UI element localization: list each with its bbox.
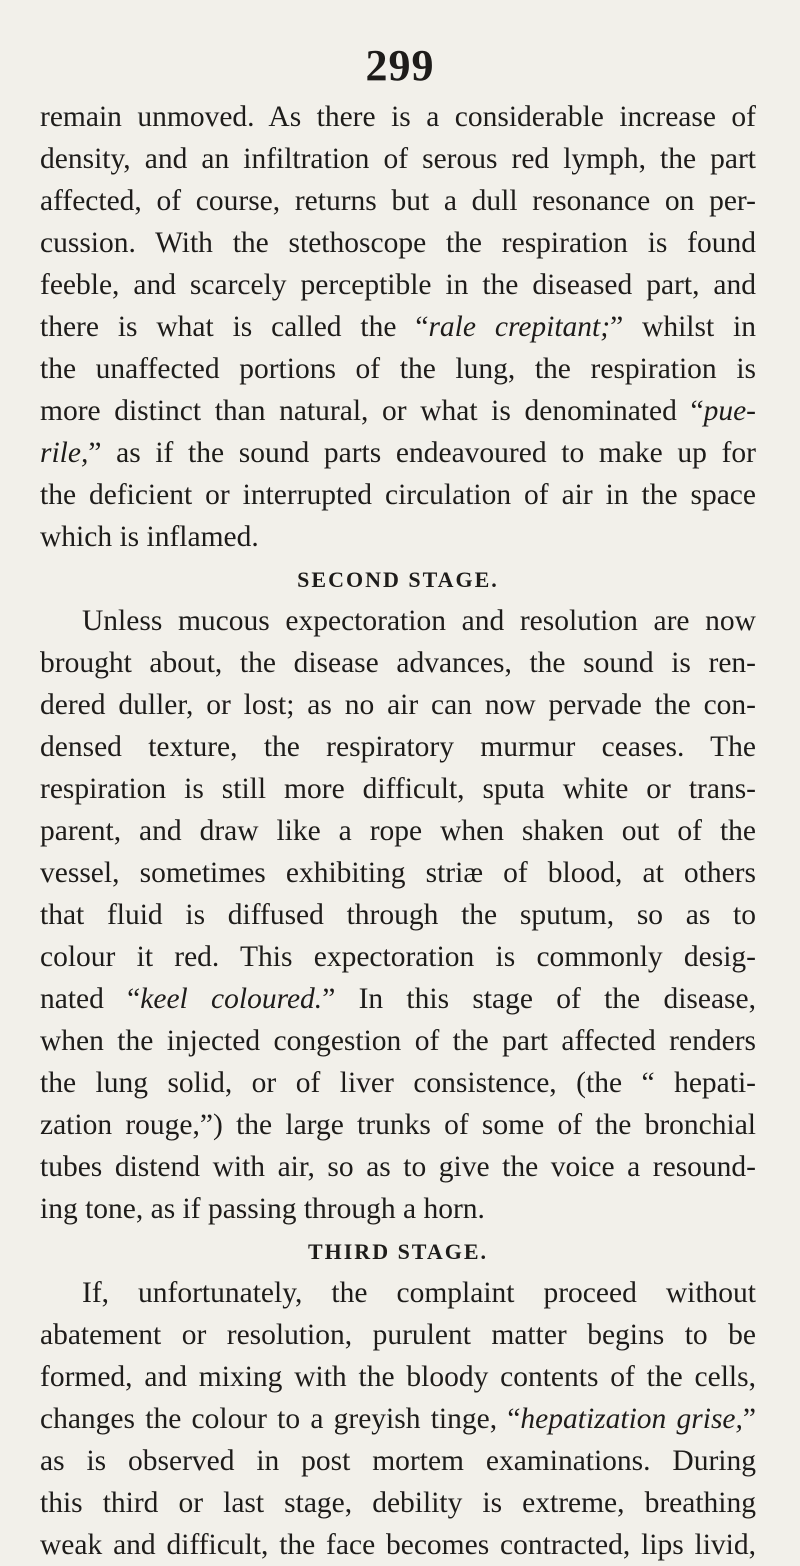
italic-term: keel coloured. [140, 983, 323, 1015]
text-run: ” whilst in [610, 311, 756, 343]
heading-second-stage: SECOND STAGE. [297, 567, 499, 592]
body-text [40, 96, 756, 1566]
paragraph-second-stage [40, 600, 756, 1230]
text-line: ing tone, as if passing through a horn. [40, 1193, 485, 1225]
text-line: tubes distend with air, so as to give the voice a resound- [40, 1151, 756, 1183]
text-line: that fluid is diffused through the sputum, so as to [40, 899, 756, 931]
text-line: remain unmoved. As there is a considerable increase of [40, 101, 756, 133]
italic-term: pue- [703, 395, 756, 427]
text-line: as is observed in post mortem examinations. During [40, 1445, 756, 1477]
text-line: feeble, and scarcely perceptible in the diseased part, and [40, 269, 756, 301]
text-line: affected, of course, returns but a dull resonance on per- [40, 185, 756, 217]
text-line: parent, and draw like a rope when shaken out of the [40, 815, 756, 847]
text-run: ” as if the sound parts endeavoured to make up for [88, 437, 756, 469]
text-line: when the injected congestion of the part affected renders [40, 1025, 756, 1057]
text-line: the deficient or interrupted circulation of air in the space [40, 479, 756, 511]
text-line: which is inflamed. [40, 521, 259, 553]
text-run: nated “ [40, 983, 141, 1015]
text-line: dered duller, or lost; as no air can now pervade the con- [40, 689, 756, 721]
italic-term: rile, [40, 437, 89, 469]
italic-term: hepatization grise, [520, 1403, 743, 1435]
paragraph-third-stage [40, 1272, 756, 1566]
text-line [40, 306, 756, 348]
text-line: the unaffected portions of the lung, the respiration is [40, 353, 756, 385]
text-line: vessel, sometimes exhibiting striæ of blood, at others [40, 857, 756, 889]
text-run: ” [742, 1403, 756, 1435]
text-run: changes the colour to a greyish tinge, “ [40, 1403, 521, 1435]
text-line [40, 978, 756, 1020]
text-line: Unless mucous expectoration and resolution are now [82, 605, 756, 637]
heading-third-stage: THIRD STAGE. [307, 1239, 489, 1264]
text-line: brought about, the disease advances, the sound is ren- [40, 647, 756, 679]
text-line: formed, and mixing with the bloody contents of the cells, [40, 1361, 756, 1393]
text-run: there is what is called the “ [40, 311, 429, 343]
text-line: weak and difficult, the face becomes contracted, lips livid, [40, 1529, 756, 1561]
text-line: cussion. With the stethoscope the respiration is found [40, 227, 756, 259]
text-line: If, unfortunately, the complaint proceed without [82, 1277, 756, 1309]
text-line: densed texture, the respiratory murmur ceases. The [40, 731, 756, 763]
italic-term: rale crepitant; [428, 311, 611, 343]
text-line: abatement or resolution, purulent matter begins to be [40, 1319, 756, 1351]
text-run: more distinct than natural, or what is denominated “ [40, 395, 704, 427]
text-line [40, 432, 756, 474]
text-line: this third or last stage, debility is extreme, breathing [40, 1487, 756, 1519]
text-line [40, 390, 756, 432]
text-line: the lung solid, or of liver consistence, (the “ hepati- [40, 1067, 756, 1099]
page-number: 299 [365, 41, 435, 90]
text-line: density, and an infiltration of serous red lymph, the part [40, 143, 756, 175]
text-line: respiration is still more difficult, sputa white or trans- [40, 773, 756, 805]
paragraph-first-stage-continuation [40, 96, 756, 558]
text-line: zation rouge,”) the large trunks of some of the bronchial [40, 1109, 756, 1141]
text-line: colour it red. This expectoration is commonly desig- [40, 941, 756, 973]
text-run: ” In this stage of the disease, [322, 983, 756, 1015]
text-line [40, 1398, 756, 1440]
